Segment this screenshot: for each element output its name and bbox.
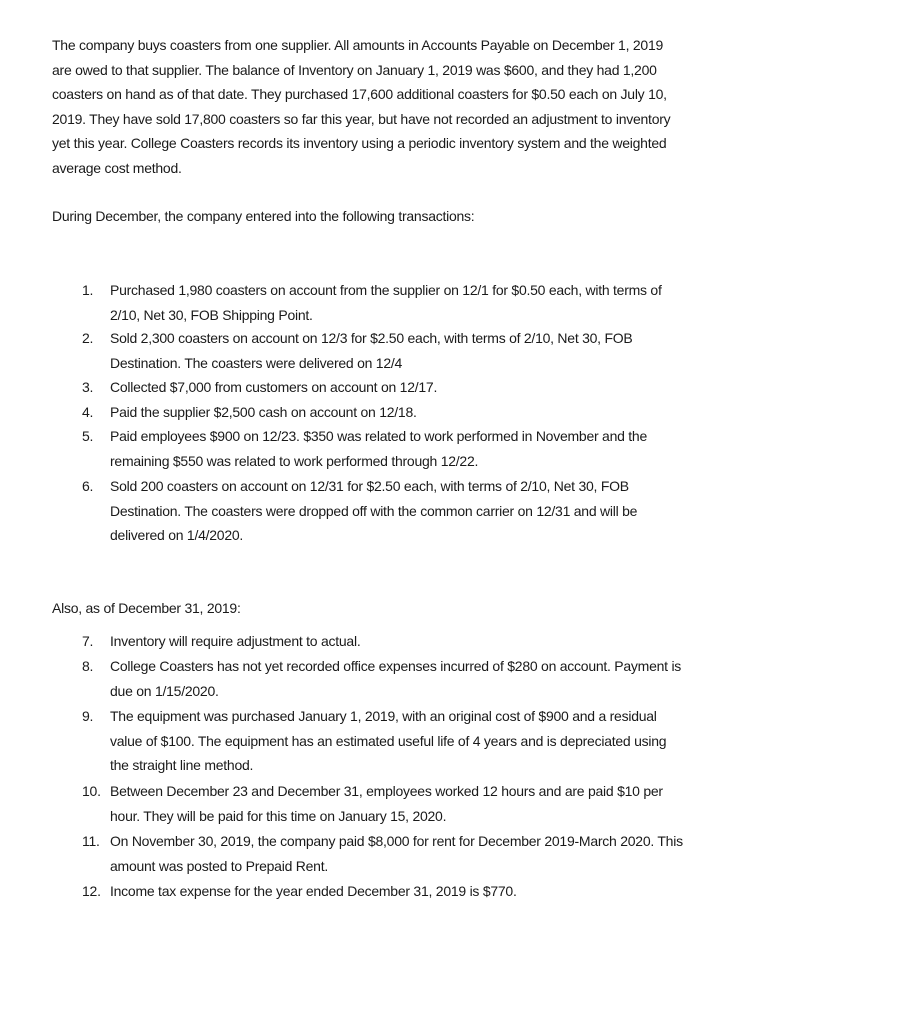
text-line: are owed to that supplier. The balance of Inventory on January 1, 2019 was $600, and they had 1,200 (52, 61, 657, 78)
text-line: hour. They will be paid for this time on January 15, 2020. (110, 807, 447, 824)
list-number: 8. (82, 658, 94, 674)
list-number: 7. (82, 633, 94, 649)
list-number: 2. (82, 330, 94, 346)
text-line: yet this year. College Coasters records its inventory using a periodic inventory system and the weighted (52, 135, 667, 152)
text-line: due on 1/15/2020. (110, 682, 219, 699)
text-line: remaining $550 was related to work performed through 12/22. (110, 452, 479, 469)
text-line: Paid employees $900 on 12/23. $350 was related to work performed in November and the (110, 428, 648, 444)
text-line: Paid the supplier $2,500 cash on account on 12/18. (110, 404, 417, 420)
list-item (82, 375, 437, 400)
yearend-heading: Also, as of December 31, 2019: (52, 600, 241, 616)
text-line: Destination. The coasters were delivered on 12/4 (110, 354, 403, 371)
list-number: 12. (82, 883, 101, 899)
list-item-text (110, 326, 632, 375)
text-line: On November 30, 2019, the company paid $8,000 for rent for December 2019-March 2020. This (110, 833, 683, 849)
intro-paragraph (52, 33, 670, 181)
list-item (82, 326, 632, 375)
text-line: Purchased 1,980 coasters on account from the supplier on 12/1 for $0.50 each, with terms of (110, 282, 662, 298)
list-number: 6. (82, 478, 94, 494)
list-number: 3. (82, 379, 94, 395)
text-line: College Coasters has not yet recorded office expenses incurred of $280 on account. Payment is (110, 658, 682, 674)
list-number: 1. (82, 282, 94, 298)
list-item-text (110, 879, 517, 904)
list-item (82, 424, 647, 473)
text-line: 2/10, Net 30, FOB Shipping Point. (110, 306, 313, 323)
december-heading: During December, the company entered into the following transactions: (52, 208, 475, 224)
list-item-text (110, 474, 637, 548)
list-item (82, 704, 666, 778)
text-line: The equipment was purchased January 1, 2019, with an original cost of $900 and a residual (110, 708, 657, 724)
list-item (82, 278, 662, 327)
list-item (82, 474, 637, 548)
text-line: 2019. They have sold 17,800 coasters so far this year, but have not recorded an adjustment to inventory (52, 110, 671, 127)
list-item (82, 400, 417, 425)
text-line: value of $100. The equipment has an estimated useful life of 4 years and is depreciated using (110, 732, 667, 749)
text-line: amount was posted to Prepaid Rent. (110, 857, 328, 874)
list-item (82, 629, 360, 654)
text-line: Inventory will require adjustment to actual. (110, 633, 361, 649)
text-line: Collected $7,000 from customers on account on 12/17. (110, 379, 438, 395)
text-line: Destination. The coasters were dropped off with the common carrier on 12/31 and will be (110, 502, 638, 519)
list-item (82, 829, 683, 878)
list-item-text (110, 278, 662, 327)
text-line: the straight line method. (110, 757, 254, 774)
list-item (82, 654, 681, 703)
list-number: 5. (82, 428, 94, 444)
text-line: Sold 2,300 coasters on account on 12/3 for $2.50 each, with terms of 2/10, Net 30, FOB (110, 330, 633, 346)
list-number: 11. (82, 833, 100, 849)
text-line: Between December 23 and December 31, employees worked 12 hours and are paid $10 per (110, 783, 663, 799)
text-line: coasters on hand as of that date. They purchased 17,600 additional coasters for $0.50 each on July 10, (52, 86, 667, 103)
list-item-text (110, 375, 437, 400)
text-line: delivered on 1/4/2020. (110, 527, 244, 544)
text-line: average cost method. (52, 159, 182, 176)
list-item (82, 879, 517, 904)
list-number: 9. (82, 708, 94, 724)
list-item-text (110, 654, 681, 703)
list-item-text (110, 424, 647, 473)
list-item-text (110, 400, 417, 425)
list-item-text (110, 629, 360, 654)
text-line: Income tax expense for the year ended December 31, 2019 is $770. (110, 883, 517, 899)
list-item-text (110, 704, 666, 778)
list-item (82, 779, 663, 828)
list-item-text (110, 829, 683, 878)
list-number: 4. (82, 404, 94, 420)
list-item-text (110, 779, 663, 828)
text-line: The company buys coasters from one supplier. All amounts in Accounts Payable on December 1, 2019 (52, 37, 664, 53)
list-number: 10. (82, 783, 101, 799)
text-line: Sold 200 coasters on account on 12/31 for $2.50 each, with terms of 2/10, Net 30, FOB (110, 478, 629, 494)
